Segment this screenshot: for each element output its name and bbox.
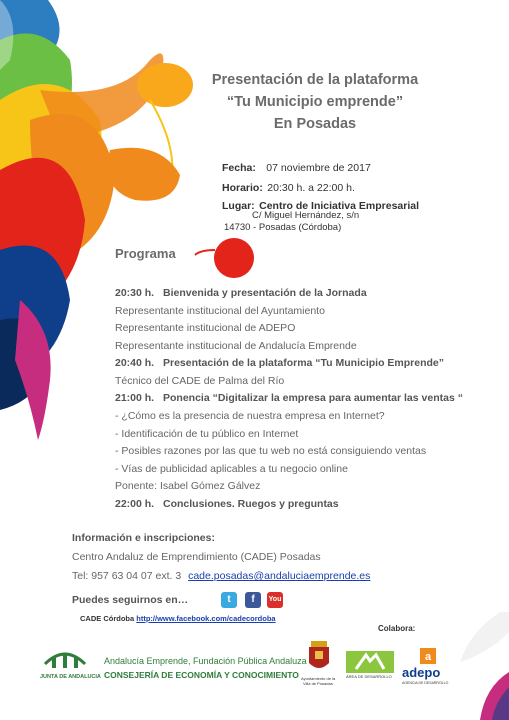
twitter-icon[interactable]: t [221, 592, 237, 608]
fb-label: CADE Córdoba [80, 614, 135, 623]
info-title: Información e inscripciones: [72, 532, 215, 544]
colabora-label: Colabora: [378, 624, 416, 633]
programa-item [115, 480, 260, 492]
item-text: Representante institucional del Ayuntamiento [115, 305, 325, 317]
adepo-sub-label: AGENCIA DE DESARROLLO [402, 681, 449, 685]
fecha-value: 07 noviembre de 2017 [266, 162, 371, 174]
programa-item [115, 392, 463, 404]
item-time: 21:00 h. [115, 392, 155, 404]
facebook-row [80, 614, 276, 623]
svg-text:a: a [424, 651, 432, 663]
info-tel: Tel: 957 63 04 07 ext. 3 [72, 570, 182, 582]
horario-label: Horario: [222, 182, 263, 194]
item-text: Bienvenida y presentación de la Jornada [163, 287, 367, 299]
lugar-value: Centro de Iniciativa Empresarial [259, 200, 420, 212]
item-time: 20:40 h. [115, 357, 155, 369]
programa-item [115, 322, 295, 334]
programa-item [115, 340, 357, 352]
fecha-label: Fecha: [222, 162, 256, 174]
info-center: Centro Andaluz de Emprendimiento (CADE) Posadas [72, 551, 321, 563]
programa-item [115, 410, 385, 422]
programa-item [115, 357, 444, 369]
programa-item [115, 498, 339, 510]
item-text: Técnico del CADE de Palma del Río [115, 375, 285, 387]
item-text: Ponencia “Digitalizar la empresa para aumentar las ventas “ [163, 392, 463, 404]
fecha-row [222, 158, 371, 176]
email-link[interactable]: cade.posadas@andaluciaemprende.es [188, 570, 371, 582]
item-text: - ¿Cómo es la presencia de nuestra empresa en Internet? [115, 410, 385, 422]
item-text: Presentación de la plataforma “Tu Municipio Emprende” [163, 357, 445, 369]
item-text: - Posibles razones por las que tu web no está consiguiendo ventas [115, 445, 427, 457]
item-text: - Identificación de tu público en Internet [115, 428, 299, 440]
youtube-icon[interactable]: You [267, 592, 283, 608]
lugar-label: Lugar: [222, 200, 255, 212]
posadas-crest-icon [307, 641, 331, 673]
item-text: Representante institucional de ADEPO [115, 322, 296, 334]
adepo-label: adepo [402, 665, 441, 680]
area-desarrollo-logo-icon [346, 651, 394, 673]
info-tel-row [72, 570, 370, 582]
item-time: 20:30 h. [115, 287, 155, 299]
programa-item [115, 463, 348, 475]
item-text: Ponente: Isabel Gómez Gálvez [115, 480, 261, 492]
address-line-1: C/ Miguel Hernández, s/n [252, 210, 360, 221]
item-text: - Vías de publicidad aplicables a tu negocio online [115, 463, 348, 475]
title-line-3: En Posadas [273, 116, 357, 132]
area-desarrollo-label: ÁREA DE DESARROLLO [346, 674, 392, 679]
programa-item [115, 287, 367, 299]
facebook-link[interactable]: http://www.facebook.com/cadecordoba [136, 614, 276, 623]
horario-row [222, 178, 355, 196]
programa-item [115, 428, 298, 440]
consejeria-label: CONSEJERÍA DE ECONOMÍA Y CONOCIMIENTO [104, 670, 299, 680]
address-line-2: 14730 - Posadas (Córdoba) [224, 222, 342, 233]
corner-petals [430, 612, 509, 720]
programa-item [115, 305, 325, 317]
item-text: Conclusiones. Ruegos y preguntas [163, 498, 339, 510]
ayuntamiento-label-1: Ayuntamiento de la [301, 676, 336, 681]
programa-item [115, 445, 426, 457]
junta-label: JUNTA DE ANDALUCIA [40, 674, 101, 680]
andalucia-emprende-label: Andalucía Emprende, Fundación Pública Andaluza [104, 656, 307, 666]
item-text: Representante institucional de Andalucía Emprende [115, 340, 357, 352]
programa-title: Programa [115, 246, 176, 261]
horario-value: 20:30 h. a 22:00 h. [267, 182, 355, 194]
follow-label: Puedes seguirnos en… [72, 594, 189, 606]
junta-logo-icon [40, 644, 90, 674]
title-line-1: Presentación de la plataforma [211, 72, 419, 88]
facebook-icon[interactable]: f [245, 592, 261, 608]
title-line-2: “Tu Municipio emprende” [226, 94, 404, 110]
item-time: 22:00 h. [115, 498, 155, 510]
programa-item [115, 375, 284, 387]
ayuntamiento-label-2: Villa de Posadas [303, 681, 333, 686]
